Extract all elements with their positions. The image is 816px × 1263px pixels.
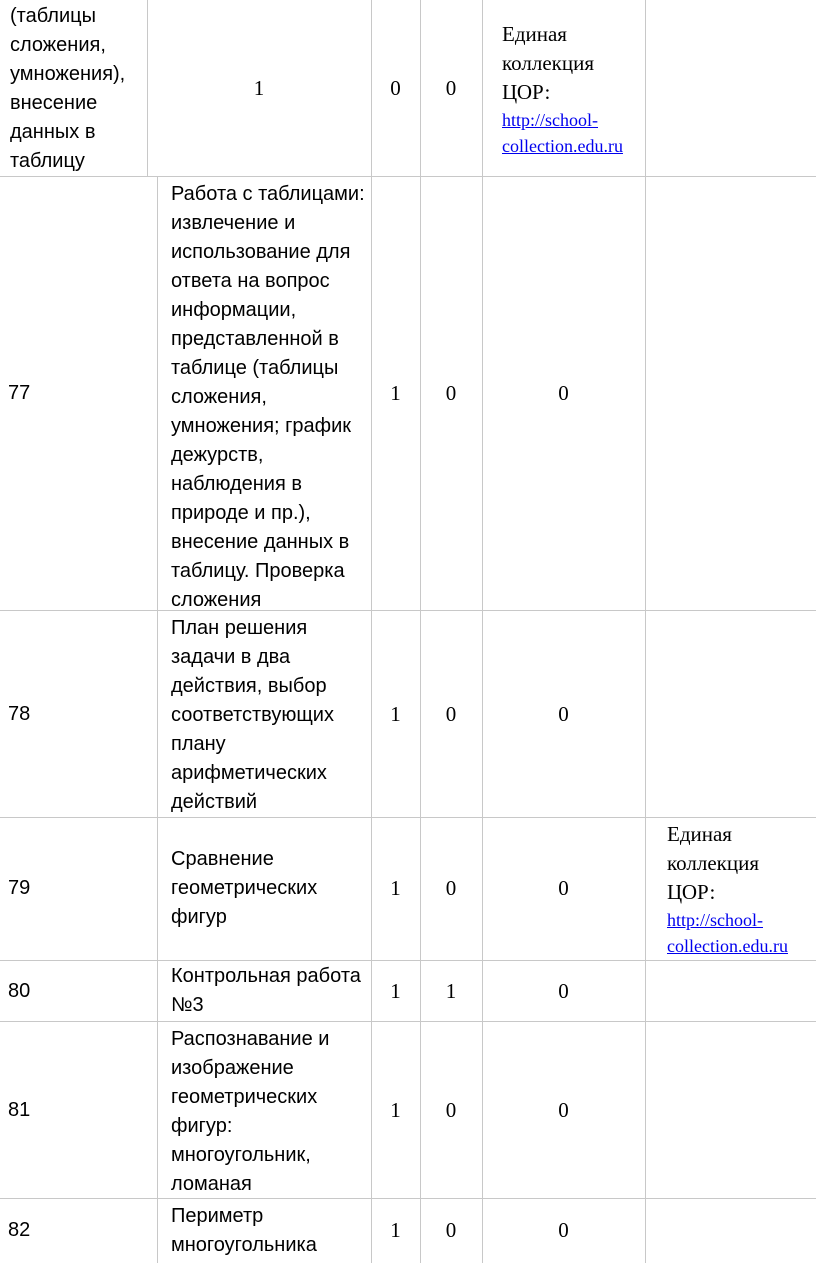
topic-line: многоугольника	[171, 1234, 317, 1256]
resource-link[interactable]: collection.edu.ru	[502, 136, 623, 156]
practice-cell: 0	[558, 1098, 569, 1122]
resource-line: коллекция	[667, 851, 759, 875]
topic-line: ломаная	[171, 1173, 252, 1195]
topic-line: Работа с таблицами:	[171, 183, 365, 205]
resource-cell	[502, 20, 642, 159]
topic-cell	[171, 614, 369, 817]
row-divider	[0, 960, 816, 961]
topic-line: таблицу	[10, 150, 85, 172]
topic-line: информации,	[171, 299, 297, 321]
topic-line: умножения),	[10, 63, 126, 85]
topic-line: природе и пр.),	[171, 502, 311, 524]
topic-line: сложения,	[171, 386, 267, 408]
practice-cell: 0	[558, 979, 569, 1003]
topic-line: арифметических	[171, 762, 327, 784]
hours-cell: 1	[390, 876, 401, 900]
control-cell: 0	[445, 702, 457, 726]
topic-line: использование для	[171, 241, 351, 263]
lesson-number: 81	[8, 1099, 31, 1121]
row-divider	[0, 176, 816, 177]
topic-line: №3	[171, 994, 204, 1016]
topic-line: сложения,	[10, 34, 106, 56]
topic-cell	[171, 845, 369, 932]
practice-cell: 0	[558, 1218, 569, 1242]
topic-line: наблюдения в	[171, 473, 302, 495]
control-cell: 0	[445, 381, 457, 405]
topic-line: действий	[171, 791, 258, 813]
topic-line: Сравнение	[171, 848, 274, 870]
column-divider	[157, 176, 158, 1263]
resource-line: ЦОР:	[667, 880, 716, 904]
lesson-number: 78	[8, 703, 31, 725]
hours-cell: 1	[390, 979, 401, 1003]
topic-line: (таблицы	[10, 5, 96, 27]
topic-line: изображение	[171, 1057, 294, 1079]
column-divider	[645, 176, 646, 1263]
topic-line: Контрольная работа	[171, 965, 361, 987]
resource-link[interactable]: http://school-	[502, 110, 598, 130]
topic-cell	[171, 1025, 369, 1199]
row-divider	[0, 610, 816, 611]
topic-line: дежурств,	[171, 444, 264, 466]
resource-link[interactable]: http://school-	[667, 910, 763, 930]
lesson-number: 82	[8, 1219, 31, 1241]
practice-cell: 0	[445, 76, 457, 100]
resource-line: Единая	[667, 822, 732, 846]
hours-cell: 1	[390, 1098, 401, 1122]
row-divider	[0, 1021, 816, 1022]
hours-cell: 1	[390, 702, 401, 726]
resource-line: коллекция	[502, 51, 594, 75]
topic-line: умножения; график	[171, 415, 352, 437]
lesson-number: 79	[8, 877, 31, 899]
topic-line: плану	[171, 733, 226, 755]
column-divider	[482, 0, 483, 176]
control-cell: 0	[445, 1218, 457, 1242]
topic-line: данных в	[10, 121, 96, 143]
topic-line: представленной в	[171, 328, 339, 350]
hours-cell: 1	[390, 1218, 401, 1242]
resource-cell	[667, 820, 815, 959]
resource-line: Единая	[502, 22, 567, 46]
hours-cell: 1	[253, 76, 265, 100]
topic-cell	[171, 1202, 369, 1260]
resource-link[interactable]: collection.edu.ru	[667, 936, 788, 956]
topic-line: ответа на вопрос	[171, 270, 330, 292]
topic-line: таблице (таблицы	[171, 357, 339, 379]
practice-cell: 0	[558, 702, 569, 726]
topic-cell	[171, 962, 369, 1020]
topic-line: действия, выбор	[171, 675, 327, 697]
lesson-number: 80	[8, 980, 31, 1002]
control-cell: 0	[445, 876, 457, 900]
row-divider	[0, 817, 816, 818]
topic-line: План решения	[171, 617, 308, 639]
topic-line: геометрических	[171, 877, 318, 899]
row-divider	[0, 1198, 816, 1199]
control-cell: 0	[445, 1098, 457, 1122]
topic-line: задачи в два	[171, 646, 291, 668]
topic-line: внесение данных в	[171, 531, 350, 553]
resource-line: ЦОР:	[502, 80, 551, 104]
topic-line: геометрических	[171, 1086, 318, 1108]
control-cell: 1	[445, 979, 457, 1003]
topic-cell	[10, 2, 145, 176]
topic-line: Периметр	[171, 1205, 264, 1227]
topic-line: фигур	[171, 906, 227, 928]
topic-line: таблицу. Проверка	[171, 560, 345, 582]
hours-cell: 1	[390, 381, 401, 405]
lesson-number: 77	[8, 382, 31, 404]
topic-line: фигур:	[171, 1115, 233, 1137]
topic-line: извлечение и	[171, 212, 296, 234]
topic-cell	[171, 180, 369, 615]
topic-line: сложения	[171, 589, 262, 611]
column-divider	[645, 0, 646, 176]
topic-line: соответствующих	[171, 704, 334, 726]
topic-line: Распознавание и	[171, 1028, 330, 1050]
practice-cell: 0	[558, 381, 569, 405]
topic-line: внесение	[10, 92, 98, 114]
practice-cell: 0	[558, 876, 569, 900]
control-cell: 0	[390, 76, 401, 100]
topic-line: многоугольник,	[171, 1144, 311, 1166]
